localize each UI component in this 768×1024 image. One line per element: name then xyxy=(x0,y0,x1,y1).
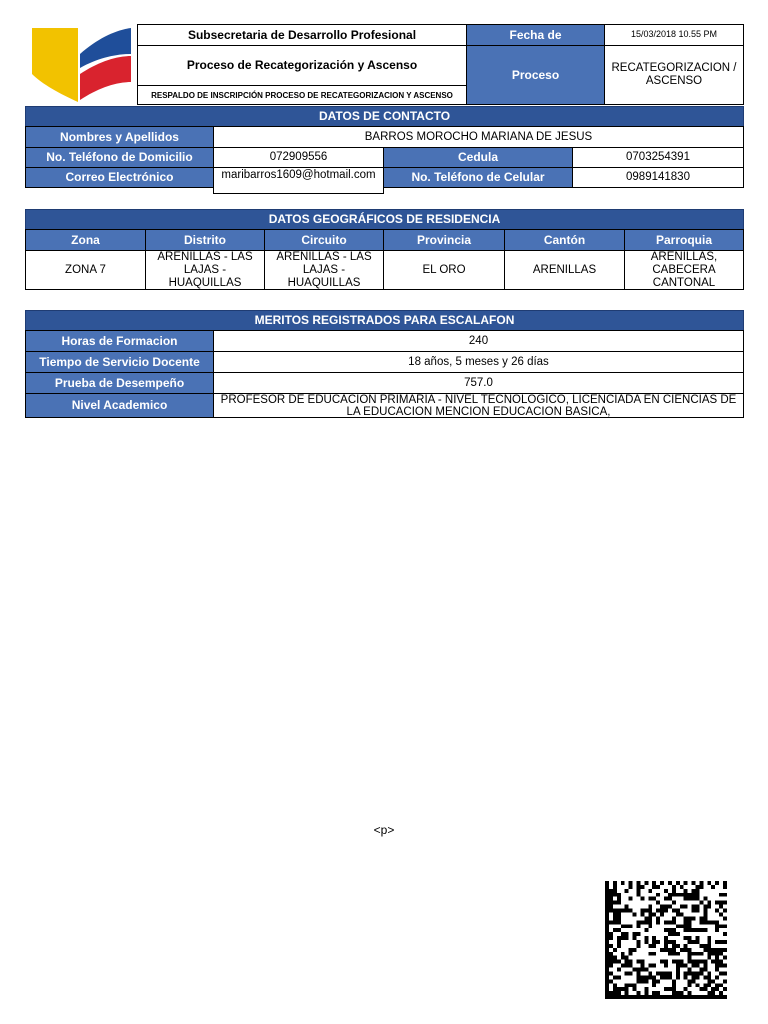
correo-value: maribarros1609@hotmail.com xyxy=(213,167,384,194)
ministry-logo-icon xyxy=(30,24,133,104)
fecha-label: Fecha de xyxy=(466,24,605,46)
correo-label: Correo Electrónico xyxy=(25,167,214,188)
footer-text: <p> xyxy=(373,823,395,837)
nivel-label: Nivel Academico xyxy=(25,393,214,418)
prueba-value: 757.0 xyxy=(213,372,744,394)
geo-header-circuito: Circuito xyxy=(264,229,384,251)
meritos-section-title: MERITOS REGISTRADOS PARA ESCALAFON xyxy=(25,310,744,331)
tiempo-value: 18 años, 5 meses y 26 días xyxy=(213,351,744,373)
header-title-line3: RESPALDO DE INSCRIPCIÓN PROCESO DE RECATEGORIZACION Y ASCENSO xyxy=(137,85,467,105)
nivel-value: PROFESOR DE EDUCACION PRIMARIA - NIVEL TECNOLOGICO, LICENCIADA EN CIENCIAS DE LA EDUCACION MENCION EDUCACION BASICA, xyxy=(213,393,744,418)
header-title-line2: Proceso de Recategorización y Ascenso xyxy=(137,45,467,86)
geo-section-title: DATOS GEOGRÁFICOS DE RESIDENCIA xyxy=(25,209,744,230)
geo-header-zona: Zona xyxy=(25,229,146,251)
geo-value-circuito: ARENILLAS - LAS LAJAS - HUAQUILLAS xyxy=(264,250,384,290)
geo-header-provincia: Provincia xyxy=(383,229,505,251)
tel-domicilio-value: 072909556 xyxy=(213,147,384,168)
geo-value-distrito: ARENILLAS - LAS LAJAS - HUAQUILLAS xyxy=(145,250,265,290)
geo-header-canton: Cantón xyxy=(504,229,625,251)
geo-value-provincia: EL ORO xyxy=(383,250,505,290)
header-title-line1: Subsecretaria de Desarrollo Profesional xyxy=(137,24,467,46)
cedula-label: Cedula xyxy=(383,147,573,168)
cedula-value: 0703254391 xyxy=(572,147,744,168)
celular-value: 0989141830 xyxy=(572,167,744,188)
horas-label: Horas de Formacion xyxy=(25,330,214,352)
geo-value-parroquia: ARENILLAS, CABECERA CANTONAL xyxy=(624,250,744,290)
prueba-label: Prueba de Desempeño xyxy=(25,372,214,394)
geo-header-distrito: Distrito xyxy=(145,229,265,251)
tel-domicilio-label: No. Teléfono de Domicilio xyxy=(25,147,214,168)
geo-value-canton: ARENILLAS xyxy=(504,250,625,290)
geo-value-zona: ZONA 7 xyxy=(25,250,146,290)
proceso-label: Proceso xyxy=(466,45,605,105)
tiempo-label: Tiempo de Servicio Docente xyxy=(25,351,214,373)
celular-label: No. Teléfono de Celular xyxy=(383,167,573,188)
contacto-section-title: DATOS DE CONTACTO xyxy=(25,106,744,127)
fecha-value: 15/03/2018 10.55 PM xyxy=(604,24,744,46)
geo-header-parroquia: Parroquia xyxy=(624,229,744,251)
proceso-value: RECATEGORIZACION / ASCENSO xyxy=(604,45,744,105)
horas-value: 240 xyxy=(213,330,744,352)
nombres-value: BARROS MOROCHO MARIANA DE JESUS xyxy=(213,126,744,148)
datamatrix-barcode-icon xyxy=(604,881,728,999)
nombres-label: Nombres y Apellidos xyxy=(25,126,214,148)
